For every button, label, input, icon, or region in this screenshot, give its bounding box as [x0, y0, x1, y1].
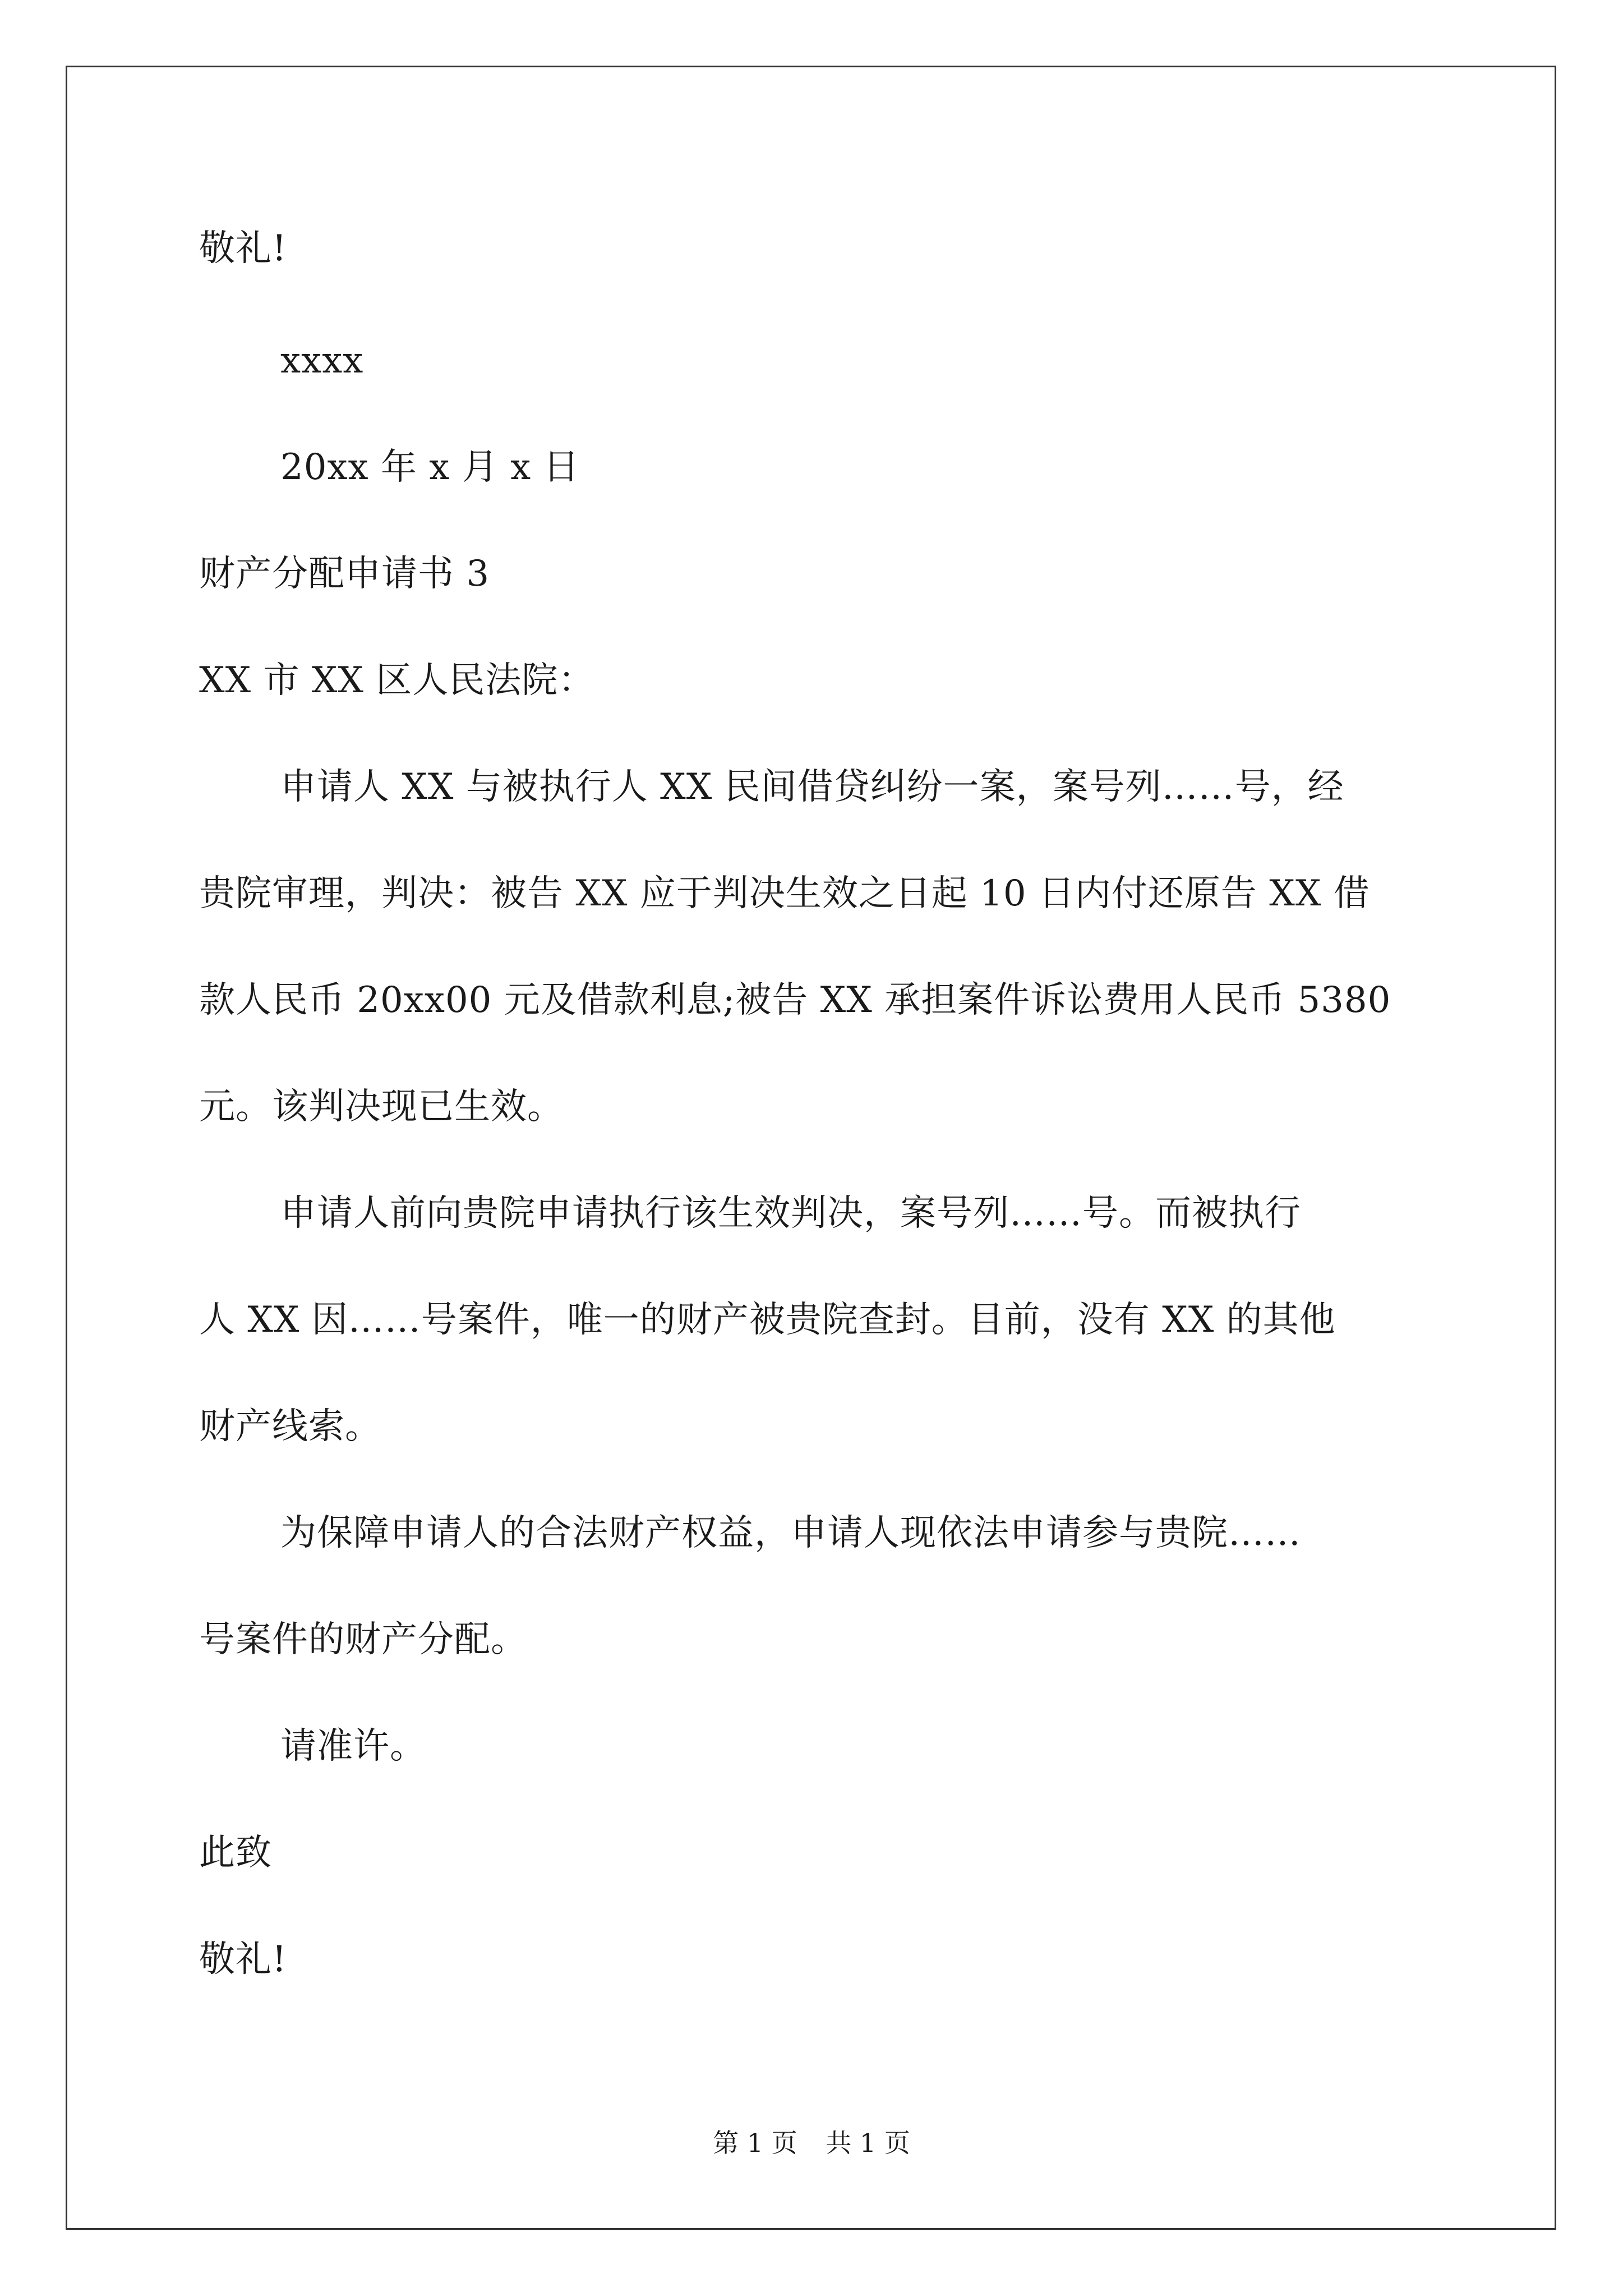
- page-number-total: 共 1 页: [826, 2128, 910, 2158]
- paragraph-line: 贵院审理，判决：被告 XX 应于判决生效之日起 10 日内付还原告 XX 借: [199, 873, 1370, 914]
- closing-salute-top: 敬礼!: [199, 228, 287, 269]
- addressee: XX 市 XX 区人民法院：: [199, 660, 595, 701]
- closing-salute-bottom: 敬礼!: [199, 1939, 287, 1980]
- paragraph-case-background: [199, 760, 1433, 1186]
- paragraph-line: 财产线索。: [199, 1406, 381, 1447]
- signer-name: xxxx: [280, 340, 364, 381]
- paragraph-line: 申请人 XX 与被执行人 XX 民间借贷纠纷一案，案号列……号，经: [280, 766, 1344, 808]
- signature-date: 20xx 年 x 月 x 日: [280, 447, 580, 488]
- closing-phrase: 此致: [199, 1832, 272, 1874]
- page-footer: [0, 2126, 1623, 2160]
- paragraph-application: [199, 1506, 1433, 1719]
- paragraph-line: 为保障申请人的合法财产权益，申请人现依法申请参与贵院……: [280, 1512, 1301, 1554]
- paragraph-line: 元。该判决现已生效。: [199, 1086, 564, 1128]
- request-text: 请准许。: [280, 1726, 426, 1767]
- paragraph-line: 申请人前向贵院申请执行该生效判决，案号列……号。而被执行: [280, 1193, 1301, 1234]
- page-number-current: 第 1 页: [713, 2128, 797, 2158]
- paragraph-line: 款人民币 20xx00 元及借款利息;被告 XX 承担案件诉讼费用人民币 5380: [199, 979, 1391, 1021]
- paragraph-execution-status: [199, 1186, 1433, 1506]
- paragraph-line: 人 XX 因……号案件，唯一的财产被贵院查封。目前，没有 XX 的其他: [199, 1299, 1336, 1341]
- paragraph-line: 号案件的财产分配。: [199, 1619, 527, 1660]
- section-title: 财产分配申请书 3: [199, 553, 490, 595]
